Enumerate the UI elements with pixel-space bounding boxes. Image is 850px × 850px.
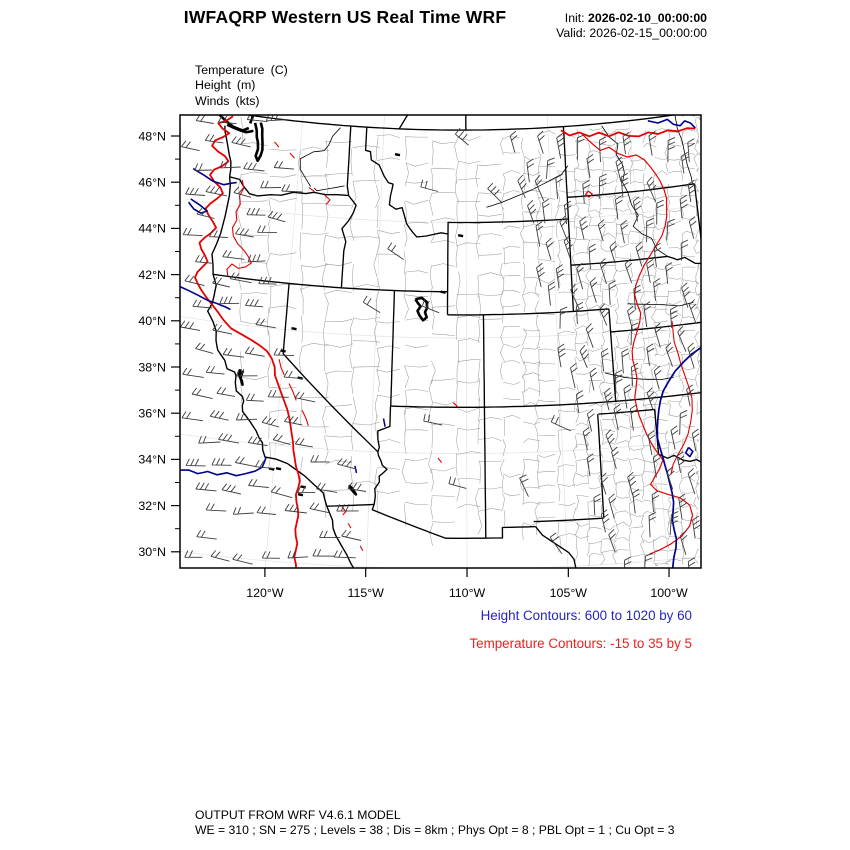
footer-line-1: OUTPUT FROM WRF V4.6.1 MODEL [195, 808, 401, 822]
temperature-contour-annotation: Temperature Contours: -15 to 35 by 5 [469, 636, 692, 651]
svg-text:30°N: 30°N [138, 545, 166, 560]
svg-text:32°N: 32°N [138, 498, 166, 513]
svg-text:105°W: 105°W [549, 586, 587, 600]
svg-text:44°N: 44°N [138, 221, 166, 236]
svg-text:46°N: 46°N [138, 175, 166, 190]
height-contour-annotation: Height Contours: 600 to 1020 by 60 [480, 608, 692, 623]
legend-temperature: Temperature (C) [195, 63, 288, 77]
valid-time: Valid: 2026-02-15_00:00:00 [556, 26, 707, 41]
svg-text:34°N: 34°N [138, 452, 166, 467]
page-title: IWFAQRP Western US Real Time WRF [183, 7, 507, 27]
legend-height: Height (m) [195, 78, 256, 93]
svg-text:115°W: 115°W [347, 586, 384, 600]
svg-text:48°N: 48°N [138, 129, 166, 144]
legend-winds: Winds (kts) [195, 93, 260, 108]
svg-text:38°N: 38°N [138, 360, 166, 375]
svg-text:100°W: 100°W [650, 586, 688, 600]
svg-text:120°W: 120°W [246, 586, 284, 600]
svg-text:40°N: 40°N [138, 314, 166, 329]
model-footer [195, 808, 675, 838]
init-time: Init: 2026-02-10_00:00:00 [564, 11, 707, 25]
footer-line-2: WE = 310 ; SN = 275 ; Levels = 38 ; Dis = 8km ; Phys Opt = 8 ; PBL Opt = 1 ; Cu Opt = 3 [195, 822, 675, 837]
svg-text:36°N: 36°N [138, 406, 166, 421]
svg-text:110°W: 110°W [448, 586, 486, 600]
svg-text:42°N: 42°N [138, 267, 166, 282]
